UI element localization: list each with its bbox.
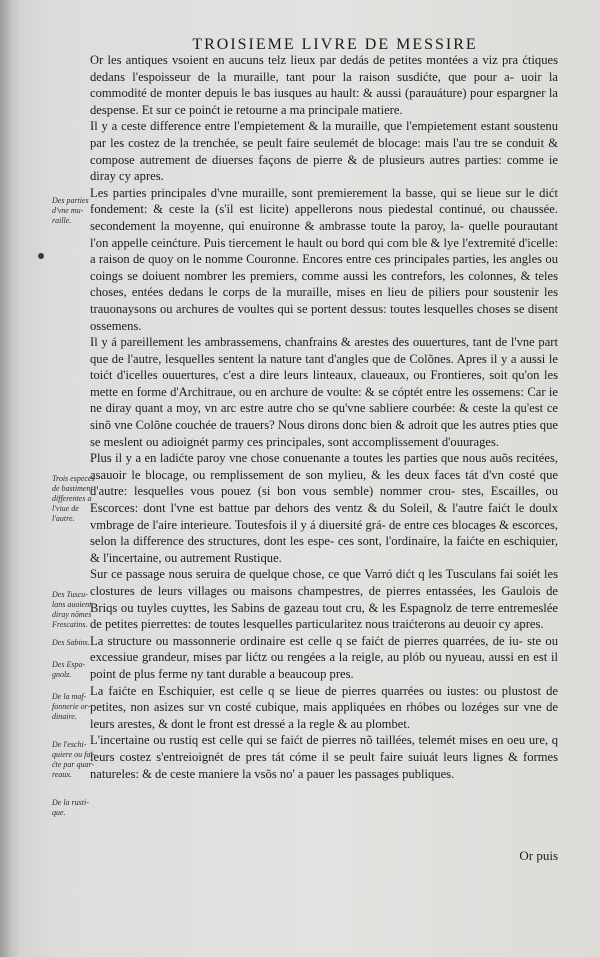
margin-note-sabins: Des Sabins. [52,638,90,647]
margin-note-rustique: De la rusti- que. [52,798,89,817]
paragraph-rustique: L'incertaine ou rustiq est celle qui se faićt de pierres nõ taillées, telemét mises en oeu ure, q leurs costez s'entreioignét de pres tát cóme il se peult faire suiuát leurs lignes & formes natureles: & de ceste maniere la vsõs no' a pauer les passages publiques. [90,733,558,781]
paragraph-blocage: Plus il y a en ladićte paroy vne chose conuenante a toutes les parties que nous auõs recitées, asauoir le blocage, ou remplissement de son mylieu, & les deux faces tát d'vn costé que d'autre: lesquelles vous pouez (si bon vous semble) nommer crou- stes, Escailles, ou Escorces: dont l'vne est battue par dehors des ventz & du Soleil, & l'autre faićt le doulx vmbrage de l'aire interieure. Toutesfois il y á diuersité grá- de entre ces blocages & escorces, selon la difference des structures, dont les espe- ces sont, l'ordinaire, la faićte en eschiquier, & l'incertaine, ou autrement Rustique. [90,451,558,565]
ink-dot-mark [38,253,44,259]
paragraph-parts: Les parties principales d'vne muraille, sont premierement la basse, qui se lieue sur le dićt fondement: & ceste la (s'il est licite) appellerons nous piedestal continué, ou chaussée. secondement la moyenne, qui enuironne & ambrasse toute la paroy, la- quelle pourautant l'on appelle ceinćture. Puis tiercement le hault ou bord qui com ble & lye l'extremité d'icelle: a raison de quoy on le nomme Couronne. Encores entre ces principales parties, les angles ou coings se doiuent nombrer les premiers, comme aussi les contrefors, les colonnes, & teles choses, entées dedans le corps de la muraille, mises en lieu de piliers pour soustenir les trauonaysons ou archures de voultes qui se portent dessus: toutes lesquelles choses se disent ossemens. [90,185,558,333]
page-binding-shadow [0,0,20,957]
main-text-block [90,52,558,782]
paragraph-ambrassemens: Il y á pareillement les ambrassemens, chanfrains & arestes des ouuertures, tant de l'vne part que de l'autre, lesquelles sentent la nature tant d'angles que de Colõnes. Apres il y a aussi le toićt d'icelles ouuertures, c'est a dire leurs linteaux, claueaux, ou Frontieres, soit qu'on les mette en forme d'Architraue, ou en archure de voulte: & se cóptét entre les ossemens: Car ie ne diray quant a moy, vn arc estre autre cho se qu'vne sabliere courbée: & ceste la qu'est ce sinõ vne Colõne couchée de trauers? Nous dirons donc bien & adroit que les autres pties que se meslent ou adioignét parmy ces principales, sont accomplissement d'ouurages. [90,335,558,449]
margin-note-espagnolz: Des Espa- gnolz. [52,660,86,679]
paragraph-difference: Il y a ceste difference entre l'empietement & la muraille, que l'empietement estant soustenu par les costez de la trenchée, se peult faire seulemét de blocage: mais l'au tre se conduit & compose autrement de diuerses façons de pierre & de plusieurs autres parties: comme ie diray cy apres. [90,119,558,184]
margin-note-ordinaire: De la maf- fonnerie or- dinaire. [52,692,91,721]
margin-note-eschiquier: De l'eschi- quiere ou fai- ćte par quar- reaux. [52,740,96,779]
paragraph-varro: Sur ce passage nous seruira de quelque chose, ce que Varró dićt q les Tusculans fai soiét les clostures de leurs villages ou maisons champestres, de pierres entassées, les Gaulois de Briqs ou tuyles cuyttes, les Sabins de gazeau tout cru, & les Espagnolz de terre entremeslée de petites pierrettes: de toutes lesquelles particularitez nous traićterons au deuoir cy apres. [90,567,558,632]
margin-note-parties: Des parties d'vne mu- raille. [52,196,89,225]
running-header: TROISIEME LIVRE DE MESSIRE [192,36,478,53]
catchword: Or puis [519,848,558,863]
paragraph-intro: Or les antiques vsoient en aucuns telz lieux par dedás de petites montées a viz pra ćtiques dedans l'espoisseur de la muraille, tant pour la raison susdićte, que pour a- uoir la commodité de monter depuis le bas iusques au hault: & aussi (parauáture) pour espargner la despense. Et sur ce poinćt ie retourne a ma principale matiere. [90,53,558,117]
paragraph-ordinaire: La structure ou massonnerie ordinaire est celle q se faićt de pierres quarrées, de iu- ste ou excessiue grandeur, mises par lićtz ou rengées a la reigle, au plób ou nyueau, aussi en est il point de plus ferme ny tant durable a beaucoup pres. [90,633,558,681]
paragraph-eschiquier: La faićte en Eschiquier, est celle q se lieue de pierres quarrées ou iustes: ou plustost de petites, non asizes sur vn costé cubique, mais appliquées en rhóbes ou lozéges sur vne de leurs arestes, & dont le front est dressé a la regle & au plombet. [90,683,558,731]
margin-note-especes: Trois especes de bastiment differentes a l'viue de l'autre. [52,474,95,523]
margin-note-tusculans: Des Tuscu- lans auoient diray nõmes Frescatins. [52,590,92,629]
